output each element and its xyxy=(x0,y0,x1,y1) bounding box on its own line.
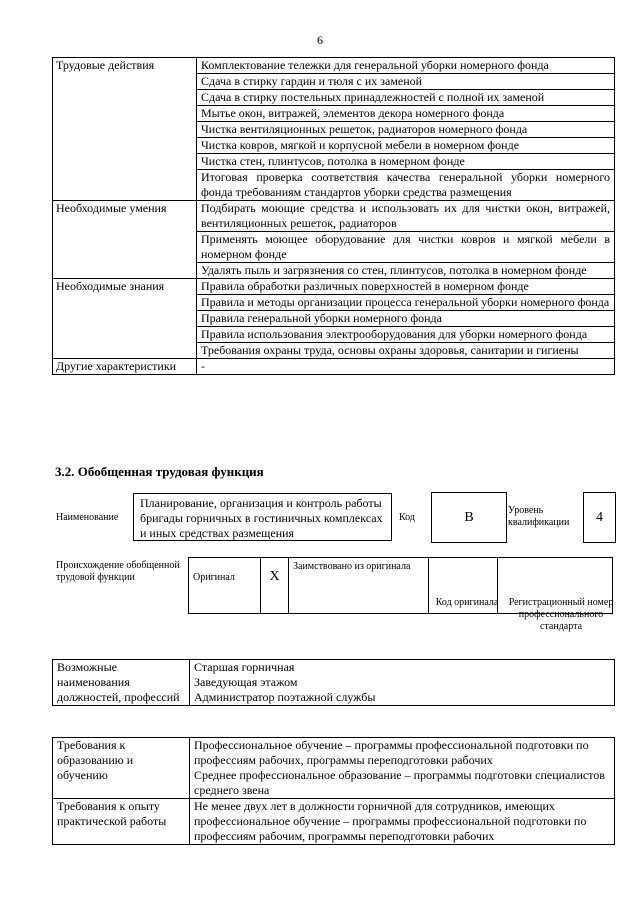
table-cell: Удалять пыль и загрязнения со стен, плинтусов, потолка в номерном фонде xyxy=(197,263,615,279)
table-cell: Требования охраны труда, основы охраны здоровья, санитарии и гигиены xyxy=(197,343,615,359)
page-number: 6 xyxy=(317,33,323,47)
labor-function-table xyxy=(52,57,615,375)
code-caption: Код оригинала xyxy=(435,597,499,608)
table-row xyxy=(53,359,615,375)
table-cell: Чистка ковров, мягкой и корпусной мебели в номерном фонде xyxy=(197,138,615,154)
position-line: Заведующая этажом xyxy=(194,675,298,689)
table-cell: Чистка стен, плинтусов, потолка в номерном фонде xyxy=(197,154,615,170)
registration-caption: Регистрационный номер профессионального стандарта xyxy=(508,597,614,632)
table-cell: - xyxy=(197,359,615,375)
table-cell: Сдача в стирку постельных принадлежностей с полной их заменой xyxy=(197,90,615,106)
table-row xyxy=(53,279,615,295)
function-name-box: Планирование, организация и контроль работы бригады горничных в гостиничных комплексах и иных средствах размещения xyxy=(133,493,392,541)
table-cell: Комплектование тележки для генеральной уборки номерного фонда xyxy=(197,58,615,74)
borrowed-label-cell: Заимствовано из оригинала xyxy=(289,558,429,614)
positions-table xyxy=(52,659,615,706)
table-row xyxy=(53,738,615,799)
table-row xyxy=(53,201,615,232)
level-value-box: 4 xyxy=(583,492,616,543)
table-cell: Мытье окон, витражей, элементов декора номерного фонда xyxy=(197,106,615,122)
table-cell: Сдача в стирку гардин и тюля с их заменой xyxy=(197,74,615,90)
table-row xyxy=(53,660,615,706)
table-cell: Применять моющее оборудование для чистки ковров и мягкой мебели в номерном фонде xyxy=(197,232,615,263)
requirement-line: Профессиональное обучение – программы профессиональной подготовки по профессиям рабочих, программы переподготовки рабочих xyxy=(194,738,589,767)
experience-header: Требования к опыту практической работы xyxy=(53,799,190,845)
education-header: Требования к образованию и обучению xyxy=(53,738,190,799)
education-cell xyxy=(190,738,615,799)
code-value-box: B xyxy=(431,492,507,543)
row-header-other: Другие характеристики xyxy=(53,359,197,375)
table-cell: Правила использования электрооборудования для уборки номерного фонда xyxy=(197,327,615,343)
row-header-labor-actions: Трудовые действия xyxy=(53,58,197,201)
code-label: Код xyxy=(399,512,415,523)
requirements-table xyxy=(52,737,615,845)
position-line: Администратор поэтажной службы xyxy=(194,690,376,704)
table-cell: Подбирать моющие средства и использовать их для чистки окон, витражей, вентиляционных решеток, радиаторов xyxy=(197,201,615,232)
original-mark-cell: X xyxy=(261,558,289,614)
position-line: Старшая горничная xyxy=(194,660,295,674)
level-label: Уровень квалификации xyxy=(508,505,570,528)
requirement-line: Среднее профессиональное образование – программы подготовки специалистов среднего звена xyxy=(194,768,605,797)
section-title: 3.2. Обобщенная трудовая функция xyxy=(55,464,264,479)
table-cell: Чистка вентиляционных решеток, радиаторов номерного фонда xyxy=(197,122,615,138)
original-label-cell: Оригинал xyxy=(189,558,261,614)
table-row xyxy=(53,58,615,74)
table-row xyxy=(53,799,615,845)
name-label: Наименование xyxy=(56,512,119,523)
table-cell: Правила генеральной уборки номерного фонда xyxy=(197,311,615,327)
positions-header: Возможные наименования должностей, профессий xyxy=(53,660,190,706)
table-cell: Правила обработки различных поверхностей в номерном фонде xyxy=(197,279,615,295)
row-header-knowledge: Необходимые знания xyxy=(53,279,197,359)
positions-cell xyxy=(190,660,615,706)
table-cell: Правила и методы организации процесса генеральной уборки номерного фонда xyxy=(197,295,615,311)
experience-cell xyxy=(190,799,615,845)
origin-label: Происхождение обобщенной трудовой функции xyxy=(56,560,180,583)
row-header-skills: Необходимые умения xyxy=(53,201,197,279)
table-cell: Итоговая проверка соответствия качества генеральной уборки номерного фонда требованиям стандартов уборки средства размещения xyxy=(197,170,615,201)
requirement-line: Не менее двух лет в должности горничной для сотрудников, имеющих профессиональное обучение – программы профессиональной подготовки по профессиям рабочим, программы переподготовки рабочих xyxy=(194,799,587,843)
